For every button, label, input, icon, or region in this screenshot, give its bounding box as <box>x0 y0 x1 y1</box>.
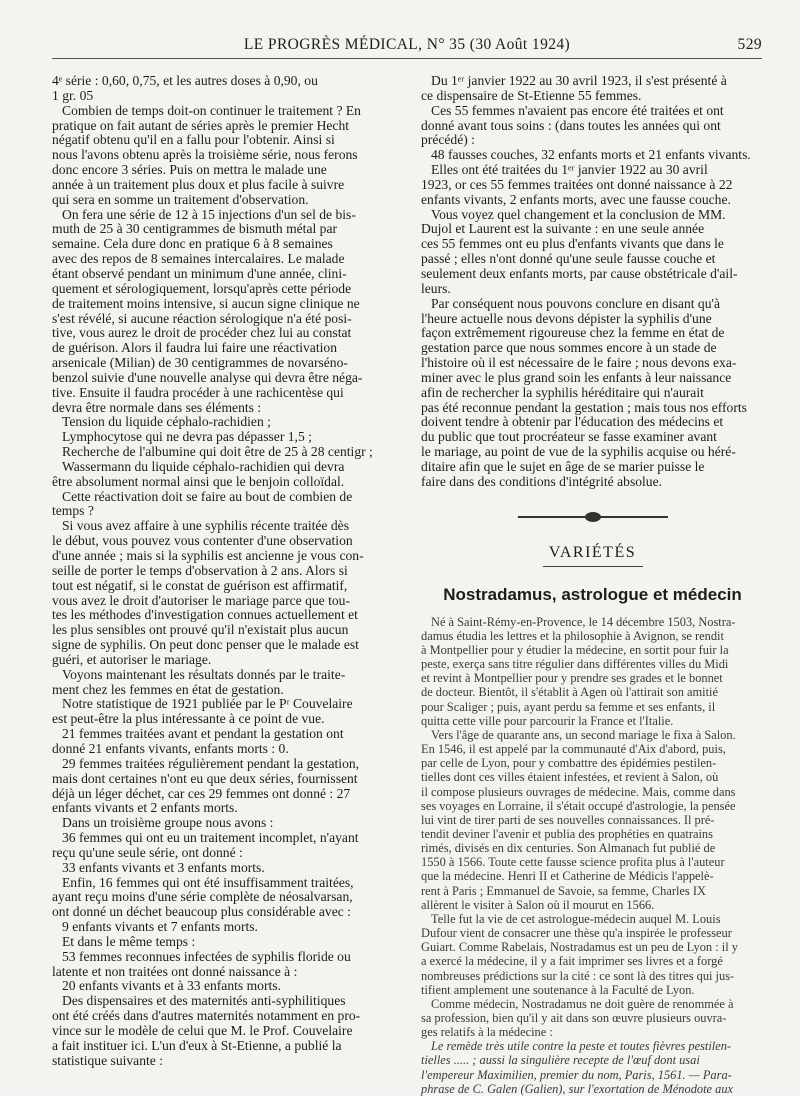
text-line: lui vint de tirer parti de ses nouvelles connaissances. Il pré- <box>421 812 715 827</box>
text-line: négatif obtenu qu'il en a fallu pour l'obtenir. Ainsi si <box>52 132 335 148</box>
text-line: quement et sérologiquement, lorsqu'après cette période <box>52 280 352 296</box>
text-line: Dans un troisième groupe nous avons : <box>62 815 274 831</box>
header-rule <box>52 58 762 59</box>
text-line: Du 1ᵉʳ janvier 1922 au 30 avril 1923, il s'est présenté à <box>431 73 727 88</box>
text-line: Le remède très utile contre la peste et toutes fièvres pestilen- <box>431 1039 732 1054</box>
text-line: latente et non traitées ont donné naissance à : <box>52 963 298 979</box>
article-title: Nostradamus, astrologue et médecin <box>443 584 742 604</box>
text-line: 21 femmes traitées avant et pendant la gestation ont <box>62 726 344 742</box>
text-line: pratique on fait autant de séries après le premier Hecht <box>52 117 350 133</box>
text-line: a exercé la médecine, il y a fait imprimer ses livres et a forgé <box>421 954 723 969</box>
text-line: statistique suivante : <box>52 1052 164 1068</box>
text-line: peste, exerça sans titre régulier dans différentes villes du Midi <box>421 657 729 672</box>
text-line: 48 fausses couches, 32 enfants morts et 21 enfants vivants. <box>431 147 751 163</box>
text-line: faire dans des conditions d'intégrité absolue. <box>421 473 663 489</box>
text-line: Dujol et Laurent est la suivante : en une seule année <box>421 221 705 237</box>
text-line: damus étudia les lettres et la philosophie à Avignon, se rendit <box>421 628 724 643</box>
text-line: muth de 25 à 30 centigrammes de bismuth métal par <box>52 221 338 237</box>
page-header <box>52 36 762 56</box>
text-line: Telle fut la vie de cet astrologue-médecin auquel M. Louis <box>431 911 721 926</box>
text-line: arsenicale (Milian) de 30 centigrammes de novarséno- <box>52 355 348 371</box>
text-line: année à un traitement plus doux et plus facile à suivre <box>52 176 345 192</box>
text-line: tifient amplement une soutenance à la Faculté de Lyon. <box>421 982 695 997</box>
text-line: ont été créés dans d'autres maternités notamment en pro- <box>52 1008 361 1024</box>
text-line: devra être normale dans ses éléments : <box>52 399 262 415</box>
text-line: ont donné un déchet beaucoup plus considérable avec : <box>52 904 351 920</box>
text-line: donné 21 enfants vivants, enfants morts : 0. <box>52 740 289 756</box>
text-line: le début, vous pouvez vous contenter d'une observation <box>52 533 353 549</box>
text-line: tielles dont ces villes étaient infestées, et revient à Salon, où <box>421 770 719 785</box>
text-line: 33 enfants vivants et 3 enfants morts. <box>62 859 265 875</box>
text-line: Enfin, 16 femmes qui ont été insuffisamment traitées, <box>62 874 354 890</box>
text-line: 20 enfants vivants et à 33 enfants morts. <box>62 978 281 994</box>
article-body <box>421 615 764 1040</box>
text-line: rent à Paris ; Emmanuel de Savoie, sa femme, Charles IX <box>421 883 706 898</box>
text-line: du public que tout procréateur se fasse examiner avant <box>421 429 717 445</box>
text-line: Combien de temps doit-on continuer le traitement ? En <box>62 102 361 118</box>
text-line: Dufour vient de consacrer une thèse qu'a inspirée le professeur <box>421 926 732 941</box>
text-line: enfants vivants, 2 enfants morts, avec une fausse couche. <box>421 191 731 207</box>
text-line: Guiart. Comme Rabelais, Nostradamus est un peu de Lyon : il y <box>421 940 738 955</box>
text-line: temps ? <box>52 503 94 519</box>
text-line: 1 gr. 05 <box>52 87 94 103</box>
text-line: 4ᵉ série : 0,60, 0,75, et les autres doses à 0,90, ou <box>52 73 318 88</box>
page-number: 529 <box>737 36 762 53</box>
text-line: benzol suivie d'une nouvelle analyse qui devra être néga- <box>52 369 363 385</box>
right-column <box>421 74 764 1096</box>
text-line: Vers l'âge de quarante ans, un second mariage le fixa à Salon. <box>431 727 736 742</box>
text-line: de traitement moins intensive, si aucun signe clinique ne <box>52 295 360 311</box>
text-line: d'une année ; mais si la syphilis est ancienne je vous con- <box>52 548 364 563</box>
text-line: donné avant tous soins : (dans toutes les années qui ont <box>421 117 721 133</box>
text-line: précédé) : <box>421 132 475 148</box>
text-line: seille de porter le temps d'observation à 2 ans. Alors si <box>52 562 348 578</box>
journal-title: LE PROGRÈS MÉDICAL, N° 35 (30 Août 1924) <box>243 36 571 53</box>
text-line: 36 femmes qui ont eu un traitement incomplet, n'ayant <box>62 830 359 846</box>
text-line: a fait instituer ici. L'un d'eux à St-Etienne, a publié la <box>52 1037 342 1053</box>
text-line: Wassermann du liquide céphalo-rachidien qui devra <box>62 458 345 474</box>
text-line: Par conséquent nous pouvons conclure en disant qu'à <box>431 295 720 311</box>
text-line: l'empereur Maximilien, premier du nom, Paris, 1561. — Para- <box>421 1067 732 1082</box>
text-line: tes les méthodes d'investigation connues actuellement et <box>52 607 358 623</box>
text-line: Si vous avez affaire à une syphilis récente traitée dès <box>62 518 349 534</box>
ornamental-separator <box>518 512 668 522</box>
text-line: 9 enfants vivants et 7 enfants morts. <box>62 919 258 935</box>
text-line: les plus sensibles ont prouvé qu'il n'existait plus aucun <box>52 622 349 638</box>
left-column <box>52 74 407 1069</box>
text-line: tive. Ensuite il faudra procéder à une rachicentèse qui <box>52 384 344 400</box>
text-line: gestation parce que nous sommes encore à un stade de <box>421 340 717 356</box>
text-line: pas été reconnue pendant la gestation ; mais tous nos efforts <box>421 399 747 415</box>
text-line: En 1546, il est appelé par la communauté d'Aix d'abord, puis, <box>421 742 726 757</box>
text-line: façon extrêmement rigoureuse chez la femme en état de <box>421 325 725 341</box>
text-line: Et dans le même temps : <box>62 933 196 949</box>
text-line: qui sera en somme un traitement d'observation. <box>52 191 309 207</box>
text-line: et revint à Montpellier pour y prendre ses grades et le bonnet <box>421 671 723 686</box>
text-line: que la médecine. Henri II et Catherine de Médicis l'appelè- <box>421 869 714 884</box>
text-line: vince sur le modèle de celui que M. le Prof. Couvelaire <box>52 1023 353 1038</box>
text-line: tendit deviner l'avenir et publia des prophéties en quatrains <box>421 826 713 841</box>
text-line: l'histoire où il est nécessaire de le faire ; nous devons exa- <box>421 355 737 371</box>
text-line: ment chez les femmes en état de gestation. <box>52 681 284 697</box>
text-line: ayant reçu moins d'une série complète de néosalvarsan, <box>52 889 353 905</box>
text-line: tielles ..... ; aussi la singulière recepte de l'œuf dont usai <box>421 1053 700 1068</box>
text-line: 53 femmes reconnues infectées de syphilis floride ou <box>62 948 351 964</box>
text-line: tout est négatif, si le constat de guérison est affirmatif, <box>52 577 348 593</box>
text-line: avec des repos de 8 semaines intercalaires. Le malade <box>52 251 345 267</box>
text-line: ces 55 femmes ont eu plus d'enfants vivants que dans le <box>421 236 724 252</box>
article-italic-quote <box>421 1039 764 1096</box>
text-line: à Montpellier pour y étudier la médecine, en sortit pour fuir la <box>421 642 729 657</box>
text-line: Cette réactivation doit se faire au bout de combien de <box>62 488 353 504</box>
text-line: est peut-être la plus intéressante à ce point de vue. <box>52 711 325 727</box>
text-line: signe de syphilis. On peut donc penser que le malade est <box>52 637 359 653</box>
text-line: déjà un léger déchet, car ces 29 femmes ont donné : 27 <box>52 785 351 801</box>
text-line: quitta cette ville pour parcourir la France et l'Italie. <box>421 713 674 728</box>
text-line: Ces 55 femmes n'avaient pas encore été traitées et ont <box>431 102 724 118</box>
text-line: étant observé pendant un minimum d'une année, clini- <box>52 265 347 281</box>
text-line: Lymphocytose qui ne devra pas dépasser 1,5 ; <box>62 429 312 445</box>
text-line: leurs. <box>421 280 451 296</box>
text-line: Elles ont été traitées du 1ᵉʳ janvier 1922 au 30 avril <box>431 162 708 178</box>
text-line: passé ; elles n'ont donné qu'une seule fausse couche et <box>421 251 716 267</box>
text-line: de guérison. Alors il faudra lui faire une réactivation <box>52 340 337 356</box>
text-line: pour Scaliger ; puis, ayant perdu sa femme et ses enfants, il <box>421 699 716 714</box>
text-line: ce dispensaire de St-Etienne 55 femmes. <box>421 87 642 103</box>
text-line: doivent tendre à obtenir par l'éducation des médecins et <box>421 414 724 430</box>
text-line: Comme médecin, Nostradamus ne doit guère de renommée à <box>431 996 734 1011</box>
text-line: Tension du liquide céphalo-rachidien ; <box>62 414 271 430</box>
text-line: être absolument normal ainsi que le benjoin colloïdal. <box>52 473 345 489</box>
right-column-text <box>421 74 764 490</box>
section-heading: VARIÉTÉS <box>548 543 637 561</box>
text-line: s'est révélé, si aucune réaction sérologique n'a été posi- <box>52 310 352 326</box>
text-line: ditaire afin que le sujet en âge de se marier puisse le <box>421 458 705 474</box>
text-line: ses voyages en Lorraine, il s'était occupé d'astrologie, la pensée <box>421 798 736 813</box>
text-line: enfants vivants et 2 enfants morts. <box>52 800 238 816</box>
text-line: Notre statistique de 1921 publiée par le Pʳ Couvelaire <box>62 696 353 712</box>
text-line: il compose plusieurs ouvrages de médecine. Mais, comme dans <box>421 784 736 799</box>
text-line: guéri, et autoriser le mariage. <box>52 651 212 667</box>
text-line: 1923, or ces 55 femmes traitées ont donné naissance à 22 <box>421 176 733 192</box>
text-line: afin de rechercher la syphilis héréditaire qui n'aurait <box>421 384 704 400</box>
text-line: tive, vous aurez le droit de procéder chez lui au constat <box>52 325 352 341</box>
text-line: 1550 à 1566. Toute cette fausse science profita plus à l'auteur <box>421 855 725 870</box>
text-line: reçu qu'une seule série, ont donné : <box>52 844 243 860</box>
text-line: 29 femmes traitées régulièrement pendant la gestation, <box>62 755 360 771</box>
text-line: donc encore 3 séries. Puis on mettra le malade une <box>52 162 327 178</box>
text-line: par celle de Lyon, pour y combattre des épidémies pestilen- <box>421 756 717 771</box>
text-line: semaine. Cela dure donc en pratique 6 à 8 semaines <box>52 236 333 252</box>
text-line: Né à Saint-Rémy-en-Provence, le 14 décembre 1503, Nostra- <box>431 614 736 629</box>
text-line: nous l'avons obtenu après la troisième série, nous ferons <box>52 147 358 163</box>
section-heading-rule <box>543 566 643 567</box>
text-line: seulement deux enfants morts, par cause obstétricale d'ail- <box>421 265 738 281</box>
text-line: Recherche de l'albumine qui doit être de 25 à 28 centigr ; <box>62 444 373 460</box>
text-line: nombreuses prédictions sur la cité : ce sont là des titres qui jus- <box>421 968 735 983</box>
text-line: phrase de C. Galen (Galien), sur l'exortation de Ménodote aux <box>421 1081 734 1096</box>
text-line: l'heure actuelle nous devons dépister la syphilis d'une <box>421 310 712 326</box>
text-line: allèrent le visiter à Salon où il mourut en 1566. <box>421 897 655 912</box>
text-line: de docteur. Bientôt, il s'établit à Agen où l'attirait son amitié <box>421 685 718 700</box>
text-line: le mariage, au point de vue de la syphilis acquise ou héré- <box>421 444 736 460</box>
text-line: sa profession, bien qu'il y ait dans son œuvre plusieurs ouvra- <box>421 1011 727 1025</box>
text-line: miner avec le plus grand soin les enfants à leur naissance <box>421 369 732 385</box>
text-line: Voyons maintenant les résultats donnés par le traite- <box>62 666 346 682</box>
text-line: vous avez le droit d'autoriser le mariage parce que tou- <box>52 592 350 608</box>
text-line: Des dispensaires et des maternités anti-syphilitiques <box>62 993 346 1009</box>
text-line: mais dont certaines n'ont eu que deux séries, fournissent <box>52 770 358 786</box>
text-line: Vous voyez quel changement et la conclusion de MM. <box>431 206 726 222</box>
text-line: ges relatifs à la médecine : <box>421 1025 553 1040</box>
text-line: rimés, divisés en dix centuries. Son Almanach fut publié de <box>421 841 716 856</box>
text-line: On fera une série de 12 à 15 injections d'un sel de bis- <box>62 206 356 222</box>
